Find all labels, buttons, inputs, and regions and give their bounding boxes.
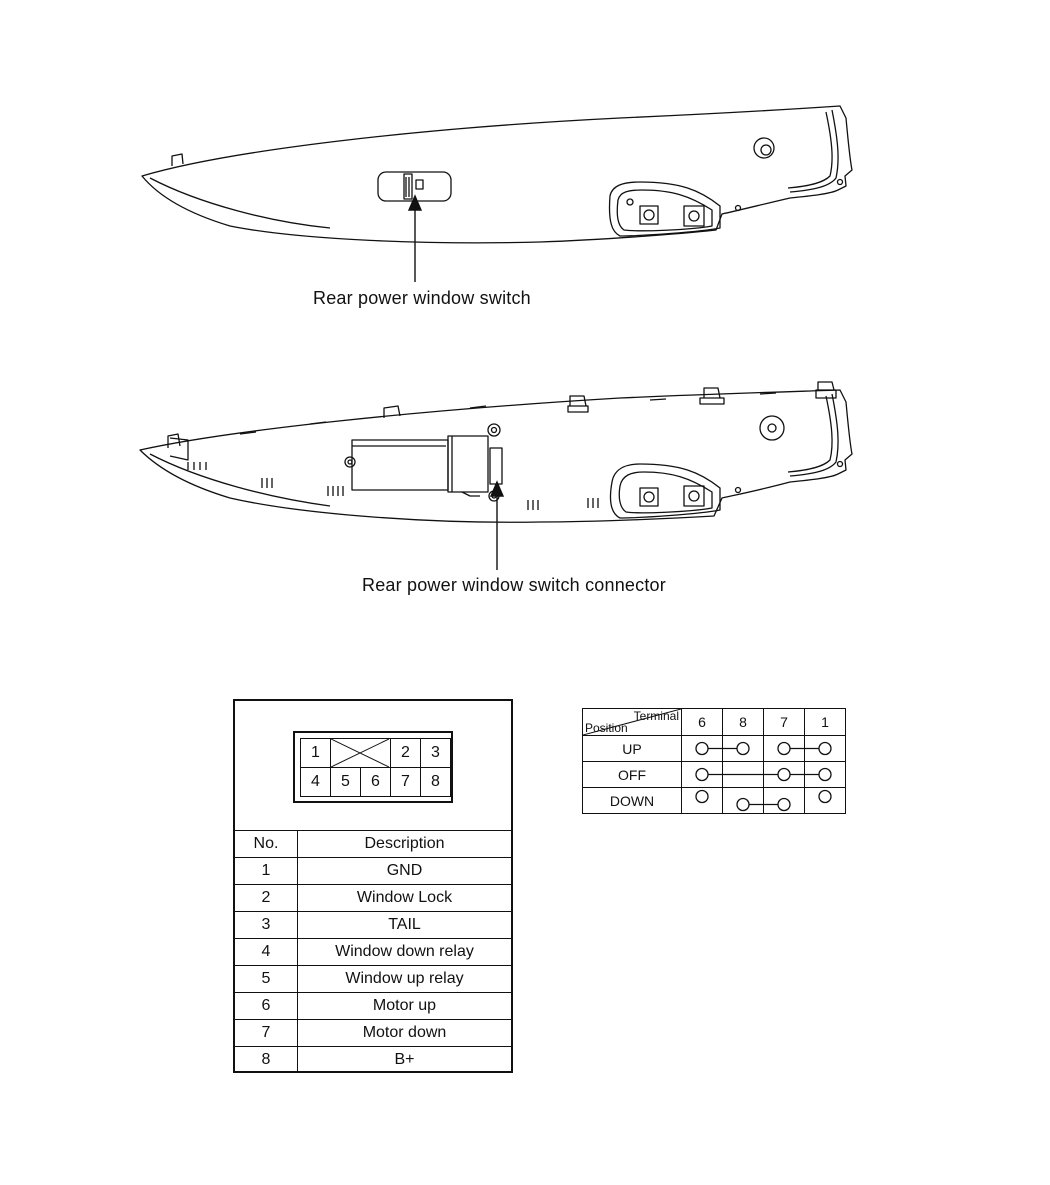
blank-pin-cross (331, 739, 391, 768)
cross-mark (331, 739, 389, 767)
pin-row (235, 1047, 511, 1074)
pin-number: 6 (235, 993, 298, 1020)
pin-row (235, 1020, 511, 1047)
terminal-cell (682, 788, 723, 814)
pin-row (235, 939, 511, 966)
corner-header-cell (583, 709, 682, 736)
switch-position-row (583, 762, 846, 788)
pin-description: Window down relay (298, 939, 512, 966)
pin-number: 2 (235, 885, 298, 912)
pin-row (235, 858, 511, 885)
terminal-header: 7 (764, 709, 805, 736)
connector-face (293, 731, 453, 803)
terminal-corner-label: Terminal (633, 709, 679, 723)
header-description: Description (298, 831, 512, 858)
pin-row (235, 993, 511, 1020)
pin-number: 7 (235, 1020, 298, 1047)
terminal-cell (805, 736, 846, 762)
pin-cell: 7 (391, 768, 421, 797)
pin-number: 4 (235, 939, 298, 966)
terminal-cell (682, 762, 723, 788)
pin-description: TAIL (298, 912, 512, 939)
pin-description: Motor up (298, 993, 512, 1020)
pin-row (235, 885, 511, 912)
pin-cell: 3 (421, 739, 451, 768)
pin-description: Motor down (298, 1020, 512, 1047)
terminal-header: 1 (805, 709, 846, 736)
pin-description: Window Lock (298, 885, 512, 912)
pin-cell: 4 (301, 768, 331, 797)
pin-cell: 5 (331, 768, 361, 797)
terminal-cell (764, 736, 805, 762)
pin-number: 8 (235, 1047, 298, 1074)
terminal-cell (805, 762, 846, 788)
pin-cell: 2 (391, 739, 421, 768)
pin-cell: 8 (421, 768, 451, 797)
pin-number: 3 (235, 912, 298, 939)
pin-row (235, 912, 511, 939)
terminal-header: 6 (682, 709, 723, 736)
pin-description: GND (298, 858, 512, 885)
terminal-header: 8 (723, 709, 764, 736)
position-label: UP (583, 736, 682, 762)
terminal-cell (764, 762, 805, 788)
pin-cell: 1 (301, 739, 331, 768)
pin-cell: 6 (361, 768, 391, 797)
switch-arrowhead (409, 196, 421, 210)
switch-callout-label: Rear power window switch (313, 288, 531, 308)
bottom-panel-rear-view (140, 382, 852, 522)
header-no: No. (235, 831, 298, 858)
pin-description-table (235, 830, 511, 1073)
pin-number: 5 (235, 966, 298, 993)
pin-row (235, 966, 511, 993)
connector-pinout-box (233, 699, 513, 1073)
top-panel-front-view (142, 106, 852, 243)
terminal-cell (805, 788, 846, 814)
terminal-cell (723, 762, 764, 788)
switch-continuity-table (582, 708, 846, 814)
position-label: DOWN (583, 788, 682, 814)
pin-description: B+ (298, 1047, 512, 1074)
position-label: OFF (583, 762, 682, 788)
pin-number: 1 (235, 858, 298, 885)
position-corner-label: Position (585, 721, 628, 735)
pin-description: Window up relay (298, 966, 512, 993)
switch-position-row (583, 788, 846, 814)
terminal-cell (723, 736, 764, 762)
switch-position-row (583, 736, 846, 762)
terminal-cell (764, 788, 805, 814)
terminal-cell (723, 788, 764, 814)
connector-callout-label: Rear power window switch connector (362, 575, 666, 595)
terminal-cell (682, 736, 723, 762)
